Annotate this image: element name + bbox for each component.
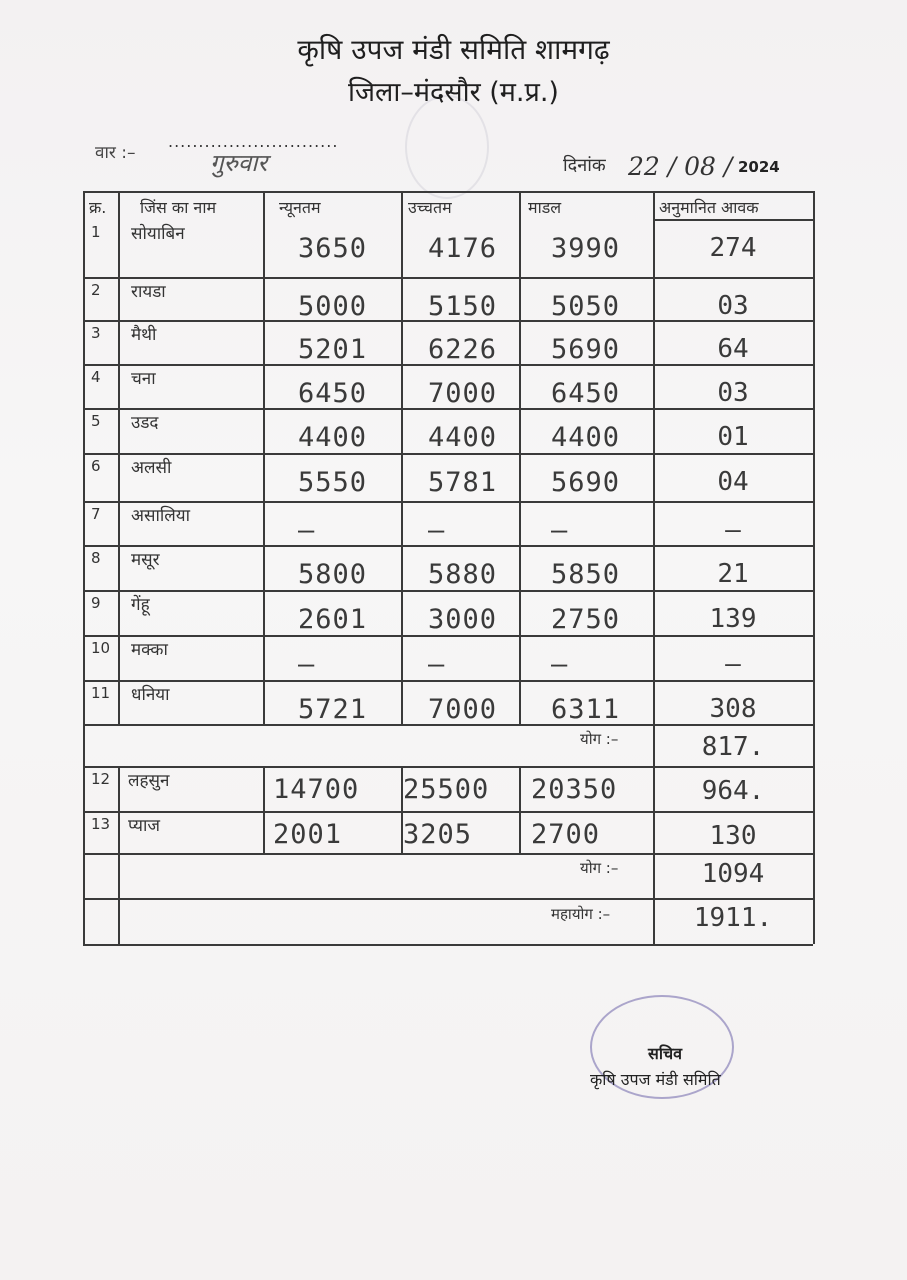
max-price: – (428, 515, 446, 546)
min-price: 14700 (273, 774, 360, 805)
max-price: 4400 (428, 422, 498, 453)
max-price: 6226 (428, 334, 498, 365)
col-rule (519, 191, 521, 724)
model-price: 4400 (551, 422, 621, 453)
serial-number: 8 (91, 549, 101, 567)
col-rule (519, 766, 521, 853)
row-rule (83, 811, 813, 813)
commodity-name: मसूर (131, 550, 160, 570)
commodity-name: गेंहू (131, 595, 150, 615)
col-rule (401, 191, 403, 724)
column-header: माडल (528, 198, 562, 217)
column-header: न्यूनतम (279, 198, 321, 217)
commodity-name: रायडा (131, 282, 166, 302)
min-price: 3650 (298, 233, 368, 264)
row-rule (83, 680, 813, 682)
min-price: 4400 (298, 422, 368, 453)
day-value: गुरुवार (210, 149, 268, 177)
estimated-arrival: 130 (709, 821, 757, 851)
estimated-arrival: 03 (717, 291, 749, 321)
column-header: अनुमानित आवक (659, 198, 759, 217)
serial-number: 3 (91, 324, 101, 342)
max-price: 3000 (428, 604, 498, 635)
col-rule (263, 191, 265, 724)
estimated-arrival: 964. (701, 776, 765, 806)
serial-number: 6 (91, 457, 101, 475)
min-price: 2601 (298, 604, 368, 635)
subtotal-label: योग :– (580, 859, 619, 877)
model-price: – (551, 515, 569, 546)
column-header: जिंस का नाम (140, 198, 217, 217)
serial-number: 7 (91, 505, 101, 523)
model-price: 6311 (551, 694, 621, 725)
serial-number: 11 (91, 684, 111, 702)
subtotal-value: 817. (701, 732, 765, 762)
commodity-name: चना (131, 369, 156, 389)
district-title: जिला–मंदसौर (म.प्र.) (348, 77, 559, 108)
max-price: 3205 (403, 819, 473, 850)
min-price: 5721 (298, 694, 368, 725)
col-rule (653, 191, 655, 944)
serial-number: 1 (91, 223, 101, 241)
min-price: 5550 (298, 467, 368, 498)
min-price: 5201 (298, 334, 368, 365)
col-rule (263, 766, 265, 853)
commodity-name: असालिया (131, 506, 191, 526)
signature-org: कृषि उपज मंडी समिति (590, 1070, 721, 1089)
commodity-name: मक्का (131, 640, 168, 660)
max-price: 25500 (403, 774, 490, 805)
min-price: 5800 (298, 559, 368, 590)
col-rule (83, 191, 85, 944)
row-rule (83, 898, 813, 900)
max-price: 5150 (428, 291, 498, 322)
col-rule (813, 191, 815, 944)
estimated-arrival: 21 (717, 559, 749, 589)
row-rule (83, 944, 813, 946)
date-value: 22 / 08 / (628, 152, 733, 181)
subtotal-value: 1094 (701, 859, 765, 889)
model-price: – (551, 649, 569, 680)
estimated-arrival: 308 (709, 694, 757, 724)
commodity-name: सोयाबिन (131, 224, 185, 244)
min-price: 5000 (298, 291, 368, 322)
commodity-name: प्याज (128, 816, 160, 836)
column-header: क्र. (89, 198, 107, 217)
model-price: 3990 (551, 233, 621, 264)
price-table (83, 191, 813, 944)
model-price: 6450 (551, 378, 621, 409)
min-price: 2001 (273, 819, 343, 850)
serial-number: 13 (91, 815, 111, 833)
row-rule (83, 453, 813, 455)
max-price: 7000 (428, 694, 498, 725)
commodity-name: मैथी (131, 325, 157, 345)
model-price: 2750 (551, 604, 621, 635)
row-rule (83, 501, 813, 503)
subtotal-label: योग :– (580, 730, 619, 748)
row-rule (83, 590, 813, 592)
row-rule (653, 219, 813, 221)
estimated-arrival: 04 (717, 467, 749, 497)
max-price: 5781 (428, 467, 498, 498)
commodity-name: धनिया (131, 685, 170, 705)
max-price: 4176 (428, 233, 498, 264)
grand-total-value: 1911. (693, 903, 773, 933)
serial-number: 10 (91, 639, 111, 657)
date-label: दिनांक (563, 155, 606, 176)
col-rule (118, 191, 120, 724)
grand-total-label: महायोग :– (551, 905, 611, 923)
estimated-arrival: 274 (709, 233, 757, 263)
estimated-arrival: 03 (717, 378, 749, 408)
column-header: उच्चतम (408, 198, 452, 217)
serial-number: 12 (91, 770, 111, 788)
row-rule (83, 853, 813, 855)
serial-number: 9 (91, 594, 101, 612)
model-price: 20350 (531, 774, 618, 805)
col-rule (118, 766, 120, 944)
model-price: 5690 (551, 467, 621, 498)
estimated-arrival: – (725, 515, 741, 545)
model-price: 2700 (531, 819, 601, 850)
model-price: 5050 (551, 291, 621, 322)
row-rule (83, 277, 813, 279)
row-rule (83, 545, 813, 547)
day-label: वार :– (95, 143, 136, 163)
estimated-arrival: 01 (717, 422, 749, 452)
serial-number: 5 (91, 412, 101, 430)
min-price: 6450 (298, 378, 368, 409)
date-year: 2024 (738, 158, 780, 176)
row-rule (83, 635, 813, 637)
max-price: 7000 (428, 378, 498, 409)
estimated-arrival: 64 (717, 334, 749, 364)
market-committee-title: कृषि उपज मंडी समिति शामगढ़ (297, 33, 610, 66)
commodity-name: अलसी (131, 458, 172, 478)
serial-number: 2 (91, 281, 101, 299)
estimated-arrival: – (725, 649, 741, 679)
min-price: – (298, 515, 316, 546)
model-price: 5690 (551, 334, 621, 365)
row-rule (83, 191, 813, 193)
max-price: – (428, 649, 446, 680)
min-price: – (298, 649, 316, 680)
commodity-name: उडद (131, 413, 159, 433)
day-dots: ............................ (168, 132, 339, 151)
model-price: 5850 (551, 559, 621, 590)
serial-number: 4 (91, 368, 101, 386)
secretary-title: सचिव (648, 1044, 683, 1063)
commodity-name: लहसुन (128, 771, 170, 791)
estimated-arrival: 139 (709, 604, 757, 634)
faint-stamp-mark (405, 95, 489, 199)
row-rule (83, 766, 813, 768)
max-price: 5880 (428, 559, 498, 590)
